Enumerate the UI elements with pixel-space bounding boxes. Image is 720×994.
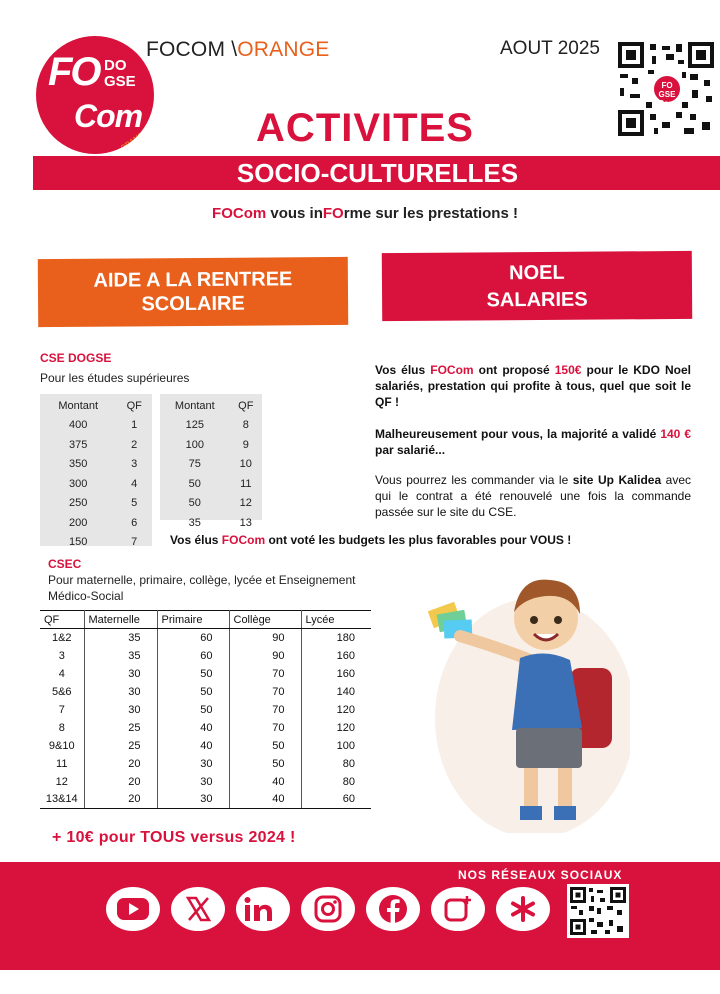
noel-p1-a: Vos élus [375,363,431,377]
montant-cell: 400 [69,419,88,432]
college-cell: 50 [229,755,301,773]
qf-cell: 4 [131,477,138,490]
noel-p2-amount: 140 € [660,427,691,441]
budget-focom: FOCom [221,533,266,547]
qf-cell: 1&2 [40,629,84,647]
table-row [40,701,371,719]
table-row [40,494,152,514]
lycee-cell: 160 [336,649,355,662]
college-cell: 70 [229,683,301,701]
qf-cell: 6 [131,516,138,529]
lycee-cell: 80 [342,757,355,770]
montant-cell: 250 [69,497,88,510]
col-montant: Montant [58,399,99,412]
noel-p2-a: Malheureusement pour vous, la majorité a validé [375,427,661,441]
maternelle-cell: 30 [84,683,157,701]
college-cell: 40 [229,773,301,791]
csec-table [40,610,371,809]
lycee-cell: 80 [342,775,355,788]
noel-p3-site: site Up Kalidea [572,473,662,487]
table-row [160,416,262,436]
noel-p1-amount: 150€ [554,363,582,377]
issue-date: AOUT 2025 [500,38,600,59]
google-plus-icon[interactable] [431,887,485,931]
csec-subtitle [48,572,356,604]
qf-cell: 4 [40,665,84,683]
primaire-cell: 30 [157,791,229,809]
qr-badge: FO GSE Com [652,74,682,104]
cse-dogse-table-1 [40,394,152,549]
logo-com: Com [74,98,143,134]
college-cell: 40 [229,791,301,809]
college-cell: 50 [229,737,301,755]
banner-noel-line2: SALARIES [486,288,588,312]
table-row [40,791,371,809]
csec-subtitle-line1: Pour maternelle, primaire, collège, lycée et Enseignement [48,573,356,587]
table-row [40,737,371,755]
workplace-icon[interactable] [496,887,550,931]
table-row [40,629,371,647]
montant-cell: 300 [69,477,88,490]
college-cell: 90 [229,647,301,665]
montant-cell: 75 [188,458,201,471]
instagram-icon[interactable] [301,887,355,931]
footer-qr-pattern [567,884,629,938]
qf-cell: 1 [131,419,138,432]
montant-cell: 200 [69,516,88,529]
banner-noel-line1: NOEL [509,261,565,285]
lycee-cell: 140 [336,685,355,698]
maternelle-cell: 20 [84,791,157,809]
budget-c: ont voté les budgets les plus favorables pour VOUS ! [265,533,572,547]
table-row [160,474,262,494]
maternelle-cell: 20 [84,755,157,773]
maternelle-cell: 25 [84,737,157,755]
montant-cell: 350 [69,458,88,471]
maternelle-cell: 25 [84,719,157,737]
page-title: ACTIVITES [256,106,474,150]
primaire-cell: 50 [157,683,229,701]
qf-cell: 12 [40,773,84,791]
org-name-main: FOCOM \ [146,38,238,61]
qf-cell: 9 [242,438,249,451]
banner-rentree-line2: SCOLAIRE [141,292,245,316]
noel-p1-focom: FOCom [430,363,474,377]
primaire-cell: 40 [157,719,229,737]
lycee-cell: 160 [336,667,355,680]
qf-cell: 12 [239,497,252,510]
noel-paragraph-1 [375,362,691,410]
table-row [40,416,152,436]
logo-orange: ORANGE [120,128,150,153]
col-primaire: Primaire [157,611,229,629]
montant-cell: 125 [185,419,204,432]
table-row [160,455,262,475]
csec-title: CSEC [48,557,82,571]
x-icon[interactable] [171,887,225,931]
qf-cell: 7 [131,536,138,549]
table-row [40,773,371,791]
table-row [160,435,262,455]
bonus-statement: + 10€ pour TOUS versus 2024 ! [52,829,296,846]
montant-cell: 150 [69,536,88,549]
maternelle-cell: 35 [84,647,157,665]
primaire-cell: 40 [157,737,229,755]
table-row [40,719,371,737]
qf-cell: 8 [242,419,249,432]
maternelle-cell: 30 [84,665,157,683]
noel-p1-e: pour le KDO Noel salariés, prestation qui profite à tous, quel que soit le QF ! [375,363,691,409]
banner-rentree-line1: AIDE A LA RENTREE [93,268,293,292]
budget-statement [170,533,571,547]
lycee-cell: 100 [336,739,355,752]
table-row [40,435,152,455]
table-row [160,513,262,533]
org-name-accent: ORANGE [237,38,330,61]
table-row [40,513,152,533]
schoolboy-illustration [420,568,630,833]
qf-cell: 11 [240,477,252,490]
noel-p2-c: par salarié... [375,443,446,457]
cse-dogse-table-2 [160,394,262,529]
social-networks-label: NOS RÉSEAUX SOCIAUX [458,868,623,882]
college-cell: 70 [229,665,301,683]
lycee-cell: 180 [336,631,355,644]
primaire-cell: 30 [157,773,229,791]
org-name [146,38,329,62]
noel-paragraph-2 [375,426,691,458]
lycee-cell: 120 [336,703,355,716]
noel-p3-a: Vous pourrez les commander via le [375,473,573,487]
col-college: Collège [229,611,301,629]
qf-cell: 3 [40,647,84,665]
qf-cell: 5&6 [40,683,84,701]
qf-cell: 8 [40,719,84,737]
qf-cell: 10 [239,458,252,471]
college-cell: 90 [229,629,301,647]
qf-cell: 13&14 [40,791,84,809]
tagline-part4: rme sur les prestations ! [343,205,518,222]
qf-cell: 9&10 [40,737,84,755]
montant-cell: 50 [188,477,201,490]
maternelle-cell: 35 [84,629,157,647]
banner-noel-salaries [382,251,692,321]
tagline-focom: FOCom [212,205,267,222]
col-montant: Montant [174,399,215,412]
col-qf: QF [238,399,254,412]
table-row [40,533,152,553]
tagline-part2: vous in [266,205,323,222]
college-cell: 70 [229,719,301,737]
primaire-cell: 60 [157,629,229,647]
table-row [40,647,371,665]
primaire-cell: 50 [157,665,229,683]
table-row [160,494,262,514]
qf-cell: 5 [131,497,138,510]
col-qf: QF [126,399,142,412]
montant-cell: 50 [188,497,201,510]
qf-cell: 13 [239,516,252,529]
table-row [40,665,371,683]
csec-subtitle-line2: Médico-Social [48,589,124,603]
montant-cell: 100 [185,438,204,451]
linkedin-icon[interactable] [236,887,290,931]
qf-cell: 11 [40,755,84,773]
col-qf: QF [40,611,84,629]
maternelle-cell: 30 [84,701,157,719]
tagline [0,205,720,222]
noel-p3-c: avec qui le contrat a été renouvelé une fois la commande passée sur le site du CSE. [375,473,692,519]
table-row [40,755,371,773]
noel-paragraph-3 [375,472,691,520]
maternelle-cell: 20 [84,773,157,791]
qf-cell: 7 [40,701,84,719]
noel-p1-c: ont proposé [473,363,555,377]
montant-cell: 375 [69,438,88,451]
lycee-cell: 120 [336,721,355,734]
table-row [40,455,152,475]
cse-dogse-title: CSE DOGSE [40,351,112,365]
col-lycee: Lycée [301,611,371,629]
budget-a: Vos élus [170,533,222,547]
primaire-cell: 50 [157,701,229,719]
table-row [40,474,152,494]
lycee-cell: 60 [301,791,371,809]
footer-qr-code[interactable] [567,884,629,938]
facebook-icon[interactable] [366,887,420,931]
college-cell: 70 [229,701,301,719]
banner-rentree-scolaire [38,257,348,327]
tagline-fo: FO [322,205,344,222]
youtube-icon[interactable] [106,887,160,931]
primaire-cell: 30 [157,755,229,773]
col-maternelle: Maternelle [84,611,157,629]
logo-dogse: DO GSE [104,57,136,90]
montant-cell: 35 [188,516,201,529]
table-row [40,683,371,701]
qf-cell: 3 [131,458,138,471]
logo-fo: FO [48,50,100,94]
qf-cell: 2 [131,438,138,451]
cse-dogse-subtitle: Pour les études supérieures [40,371,190,385]
page-subtitle: SOCIO-CULTURELLES [33,156,720,190]
primaire-cell: 60 [157,647,229,665]
